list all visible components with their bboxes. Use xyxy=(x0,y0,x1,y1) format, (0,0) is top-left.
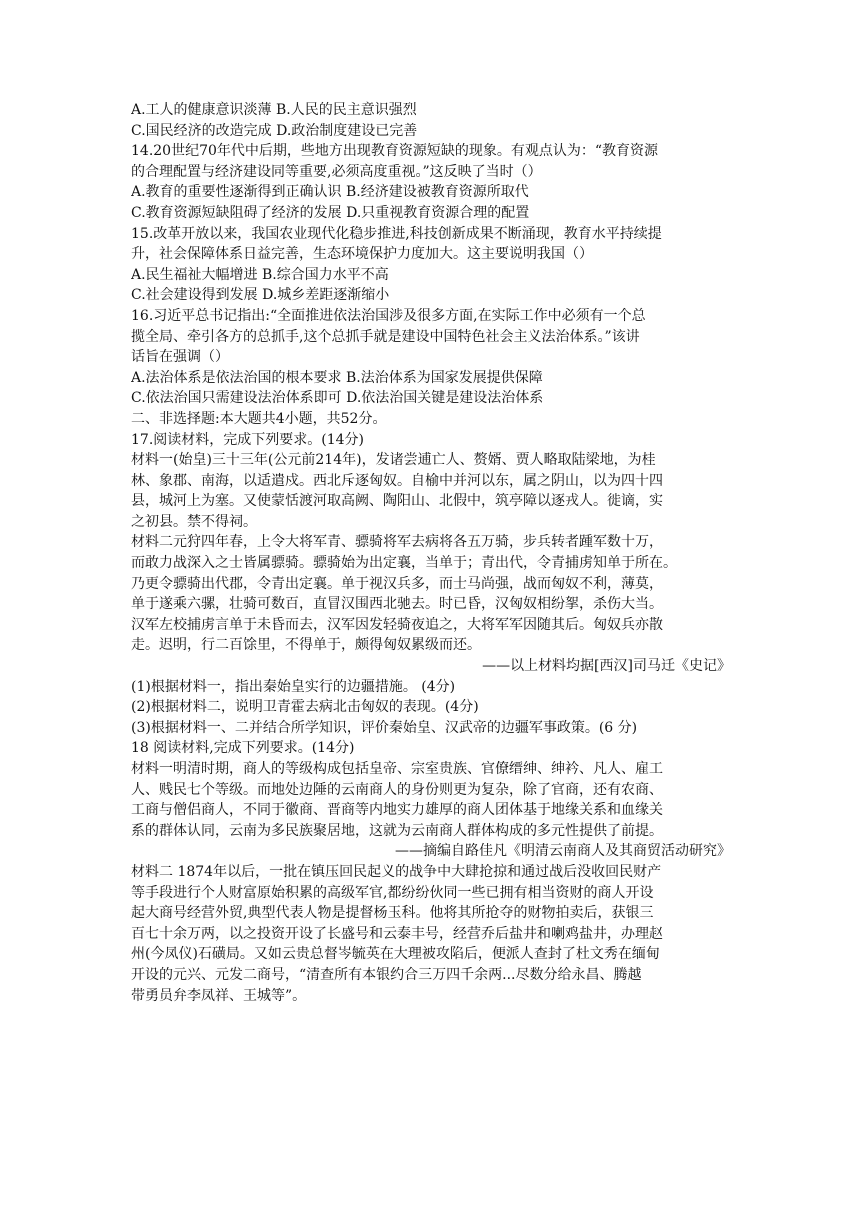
text-line: 15.改革开放以来，我国农业现代化稳步推进,科技创新成果不断涌现，教育水平持续提 xyxy=(131,225,662,242)
source-citation: ——摘编自路佳凡《明清云南商人及其商贸活动研究》 xyxy=(395,843,731,860)
text-line: C.国民经济的改造完成 D.政治制度建设已完善 xyxy=(131,122,418,139)
text-line: 人、贱民七个等级。而地处边陲的云南商人的身份则更为复杂，除了官商，还有农商、 xyxy=(131,781,663,798)
text-line: 话旨在强调（） xyxy=(131,349,229,366)
text-line: 县，城河上为塞。又使蒙恬渡河取高阙、陶阳山、北假中，筑亭障以逐戎人。徙谪，实 xyxy=(131,493,663,510)
text-line: 材料二 1874年以后，一批在镇压回民起义的战争中大肆抢掠和通过战后没收回民财产 xyxy=(131,863,662,880)
text-line: 材料一(始皇)三十三年(公元前214年)，发诸尝逋亡人、赘婿、贾人略取陆梁地，为桂 xyxy=(131,452,656,469)
text-line: 系的群体认同，云南为多民族聚居地，这就为云南商人群体构成的多元性提供了前提。 xyxy=(131,822,663,839)
text-line: C.依法治国只需建设法治体系即可 D.依法治国关键是建设法治体系 xyxy=(131,390,544,407)
text-line: 乃更令骠骑出代郡，令青出定襄。单于视汉兵多，而士马尚强，战而匈奴不利，薄莫， xyxy=(131,575,663,592)
text-line: 单于遂乘六骡，壮骑可数百，直冒汉围西北驰去。时已昏，汉匈奴相纷挐，杀伤大当。 xyxy=(131,596,663,613)
exam-page xyxy=(131,100,731,1006)
text-line: (3)根据材料一、二并结合所学知识，评价秦始皇、汉武帝的边疆军事政策。(6 分) xyxy=(131,719,638,736)
text-line: 走。迟明，行二百馀里，不得单于，颇得匈奴累级而还。 xyxy=(131,637,481,654)
text-line: 等手段进行个人财富原始积累的高级军官,都纷纷伙同一些已拥有相当资财的商人开设 xyxy=(131,884,654,901)
text-line: 林、象郡、南海，以适遣戍。西北斥逐匈奴。自榆中并河以东，属之阴山，以为四十四 xyxy=(131,472,663,489)
text-line: (1)根据材料一，指出秦始皇实行的边疆措施。 (4分) xyxy=(131,678,456,695)
text-line: 开设的元兴、元发二商号，“清查所有本银约合三万四千余两...尽数分给永昌、腾越 xyxy=(131,966,642,983)
text-line: 16.习近平总书记指出:“全面推进依法治国涉及很多方面,在实际工作中必须有一个总 xyxy=(131,307,646,324)
text-line: 17.阅读材料，完成下列要求。(14分) xyxy=(131,431,365,448)
text-line: 州(今凤仪)石磺局。又如云贵总督岑毓英在大理被攻陷后，便派人查封了杜文秀在缅甸 xyxy=(131,946,660,963)
text-line: 18 阅读材料,完成下列要求。(14分) xyxy=(131,740,355,757)
text-line: 升，社会保障体系日益完善，生态环境保护力度加大。这主要说明我国（） xyxy=(131,246,593,263)
text-line: 14.20世纪70年代中后期，些地方出现教育资源短缺的现象。有观点认为：“教育资源 xyxy=(131,143,659,160)
text-line: 二、非选择题:本大题共4小题，共52分。 xyxy=(131,410,387,427)
text-line: A.法治体系是依法治国的根本要求 B.法治体系为国家发展提供保障 xyxy=(131,369,543,386)
text-line: A.工人的健康意识淡薄 B.人民的民主意识强烈 xyxy=(131,102,417,118)
text-line: 的合理配置与经济建设同等重要,必须高度重视。”这反映了当时（） xyxy=(131,163,542,180)
text-line: (2)根据材料二，说明卫青霍去病北击匈奴的表现。(4分) xyxy=(131,699,479,716)
text-line: 起大商号经营外贸,典型代表人物是提督杨玉科。他将其所抢夺的财物拍卖后，获银三 xyxy=(131,905,654,922)
text-line: 材料二元狩四年春，上令大将军青、骠骑将军去病将各五万骑，步兵转者踵军数十万， xyxy=(131,534,663,551)
text-line: 汉军左校捕虏言单于未昏而去，汉军因发轻骑夜追之，大将军军因随其后。匈奴兵亦散 xyxy=(131,616,663,633)
text-line: C.社会建设得到发展 D.城乡差距逐渐缩小 xyxy=(131,287,390,304)
text-line: 而敢力战深入之士皆属骠骑。骠骑始为出定襄，当单于；青出代，令青捕虏知单于所在。 xyxy=(131,555,677,572)
text-line: 带勇员弁李凤祥、王城等”。 xyxy=(131,987,307,1004)
text-line: 工商与僧侣商人，不同于徽商、晋商等内地实力雄厚的商人团体基于地缘关系和血缘关 xyxy=(131,802,663,819)
source-citation: ——以上材料均据[西汉]司马迁《史记》 xyxy=(482,658,731,675)
text-line: 之初县。禁不得祠。 xyxy=(131,513,257,530)
text-line: C.教育资源短缺阻碍了经济的发展 D.只重视教育资源合理的配置 xyxy=(131,204,530,221)
text-line: A.教育的重要性逐渐得到正确认识 B.经济建设被教育资源所取代 xyxy=(131,184,529,201)
text-line: A.民生福祉大幅增进 B.综合国力水平不高 xyxy=(131,266,389,283)
text-line: 百七十余万两，以之投资开设了长盛号和云泰丰号，经营乔后盐井和喇鸡盐井，办理赵 xyxy=(131,925,663,942)
text-line: 材料一明清时期，商人的等级构成包括皇帝、宗室贵族、官僚缙绅、绅衿、凡人、雇工 xyxy=(131,761,663,777)
text-line: 揽全局、牵引各方的总抓手,这个总抓手就是建设中国特色社会主义法治体系。”该讲 xyxy=(131,328,640,345)
